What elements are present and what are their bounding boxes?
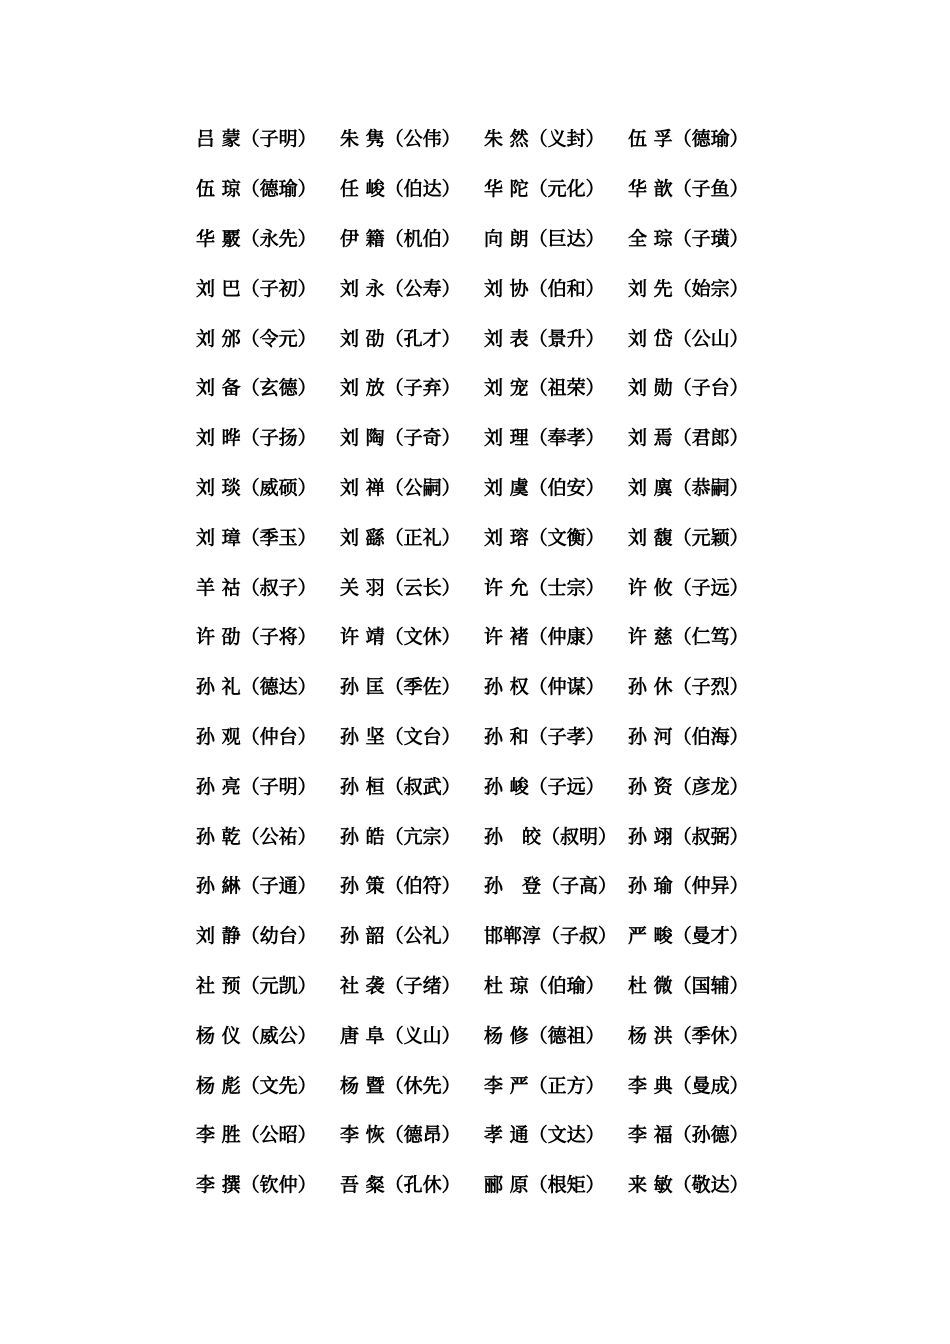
name-entry: 许 攸（子远） (628, 576, 749, 599)
name-row (196, 563, 776, 613)
name-entry: 孙 皓（亢宗） (340, 825, 461, 848)
name-entry: 来 敏（敬达） (628, 1174, 749, 1197)
name-entry: 刘 理（奉孝） (484, 427, 605, 450)
name-row (196, 215, 776, 265)
name-entry: 孙 礼（德达） (196, 676, 317, 699)
name-entry: 刘 琰（威硕） (196, 476, 317, 499)
name-row (196, 364, 776, 414)
name-row (196, 762, 776, 812)
name-entry: 刘 岱（公山） (628, 327, 749, 350)
name-row (196, 713, 776, 763)
name-row (196, 1061, 776, 1111)
name-row (196, 1111, 776, 1161)
name-entry: 羊 祜（叔子） (196, 576, 317, 599)
name-entry: 刘 焉（君郎） (628, 427, 749, 450)
name-entry: 刘 永（公寿） (340, 277, 461, 300)
name-entry: 孙 峻（子远） (484, 775, 605, 798)
name-entry: 刘 廙（恭嗣） (628, 476, 749, 499)
name-row (196, 264, 776, 314)
name-entry: 吕 蒙（子明） (196, 128, 317, 151)
name-table (196, 115, 776, 1211)
name-entry: 华 覈（永先） (196, 227, 317, 250)
name-entry: 孙 休（子烈） (628, 676, 749, 699)
name-entry: 刘 邠（令元） (196, 327, 317, 350)
name-entry: 孙 权（仲谋） (484, 676, 605, 699)
name-entry: 李 恢（德昂） (340, 1124, 461, 1147)
name-entry: 全 琮（子璜） (628, 227, 749, 250)
name-entry: 杨 洪（季休） (628, 1024, 749, 1047)
name-entry: 孙 登（子高） (484, 875, 618, 898)
name-entry: 孙 匡（季佐） (340, 676, 461, 699)
name-row (196, 613, 776, 663)
name-entry: 刘 勋（子台） (628, 377, 749, 400)
name-entry: 孙 资（彦龙） (628, 775, 749, 798)
name-entry: 邯郸淳（子叔） (484, 925, 618, 948)
name-entry: 杨 修（德祖） (484, 1024, 605, 1047)
name-row (196, 862, 776, 912)
name-entry: 孙 乾（公祐） (196, 825, 317, 848)
name-entry: 刘 静（幼台） (196, 925, 317, 948)
name-entry: 许 劭（子将） (196, 626, 317, 649)
name-entry: 向 朗（巨达） (484, 227, 605, 250)
name-entry: 许 褚（仲康） (484, 626, 605, 649)
name-entry: 刘 巴（子初） (196, 277, 317, 300)
name-entry: 朱 隽（公伟） (340, 128, 461, 151)
name-entry: 刘 瑢（文衡） (484, 526, 605, 549)
name-entry: 许 允（士宗） (484, 576, 605, 599)
name-entry: 社 预（元凯） (196, 974, 317, 997)
name-entry: 李 福（孙德） (628, 1124, 749, 1147)
name-entry: 孙 綝（子通） (196, 875, 317, 898)
name-row (196, 1161, 776, 1211)
name-entry: 许 靖（文休） (340, 626, 461, 649)
name-entry: 孙 坚（文台） (340, 725, 461, 748)
name-row (196, 414, 776, 464)
name-entry: 朱 然（义封） (484, 128, 605, 151)
name-entry: 杨 暨（休先） (340, 1074, 461, 1097)
name-entry: 关 羽（云长） (340, 576, 461, 599)
name-entry: 刘 馥（元颖） (628, 526, 749, 549)
name-entry: 刘 繇（正礼） (340, 526, 461, 549)
name-entry: 刘 璋（季玉） (196, 526, 317, 549)
name-entry: 唐 阜（义山） (340, 1024, 461, 1047)
name-entry: 刘 陶（子奇） (340, 427, 461, 450)
name-entry: 伍 琼（德瑜） (196, 178, 317, 201)
name-entry: 孙 皎（叔明） (484, 825, 618, 848)
name-row (196, 115, 776, 165)
name-entry: 孙 韶（公礼） (340, 925, 461, 948)
name-entry: 杜 琼（伯瑜） (484, 974, 605, 997)
name-entry: 刘 虞（伯安） (484, 476, 605, 499)
name-entry: 刘 表（景升） (484, 327, 605, 350)
name-row (196, 513, 776, 563)
name-row (196, 1011, 776, 1061)
name-entry: 刘 协（伯和） (484, 277, 605, 300)
name-entry: 许 慈（仁笃） (628, 626, 749, 649)
name-entry: 刘 禅（公嗣） (340, 476, 461, 499)
name-row (196, 962, 776, 1012)
name-entry: 杨 仪（威公） (196, 1024, 317, 1047)
name-entry: 孙 观（仲台） (196, 725, 317, 748)
name-entry: 杜 微（国辅） (628, 974, 749, 997)
name-entry: 刘 先（始宗） (628, 277, 749, 300)
name-row (196, 464, 776, 514)
name-entry: 刘 劭（孔才） (340, 327, 461, 350)
name-row (196, 912, 776, 962)
name-entry: 华 歆（子鱼） (628, 178, 749, 201)
name-entry: 孙 翊（叔弼） (628, 825, 749, 848)
name-entry: 伊 籍（机伯） (340, 227, 461, 250)
name-entry: 孙 策（伯符） (340, 875, 461, 898)
name-entry: 孙 和（子孝） (484, 725, 605, 748)
name-entry: 吾 粲（孔休） (340, 1174, 461, 1197)
name-entry: 李 典（曼成） (628, 1074, 749, 1097)
name-entry: 郦 原（根矩） (484, 1174, 605, 1197)
name-entry: 刘 晔（子扬） (196, 427, 317, 450)
name-entry: 李 严（正方） (484, 1074, 605, 1097)
name-entry: 李 胜（公昭） (196, 1124, 317, 1147)
name-entry: 孝 通（文达） (484, 1124, 605, 1147)
name-entry: 刘 宠（祖荣） (484, 377, 605, 400)
name-row (196, 663, 776, 713)
name-entry: 李 撰（钦仲） (196, 1174, 317, 1197)
name-entry: 严 畯（曼才） (628, 925, 749, 948)
name-entry: 孙 河（伯海） (628, 725, 749, 748)
name-row (196, 812, 776, 862)
name-row (196, 314, 776, 364)
name-entry: 任 峻（伯达） (340, 178, 461, 201)
name-row (196, 165, 776, 215)
name-entry: 杨 彪（文先） (196, 1074, 317, 1097)
name-entry: 华 陀（元化） (484, 178, 605, 201)
name-entry: 孙 亮（子明） (196, 775, 317, 798)
name-entry: 伍 孚（德瑜） (628, 128, 749, 151)
name-entry: 刘 备（玄德） (196, 377, 317, 400)
name-entry: 社 袭（子绪） (340, 974, 461, 997)
name-entry: 孙 桓（叔武） (340, 775, 461, 798)
name-entry: 孙 瑜（仲异） (628, 875, 749, 898)
name-entry: 刘 放（子弃） (340, 377, 461, 400)
